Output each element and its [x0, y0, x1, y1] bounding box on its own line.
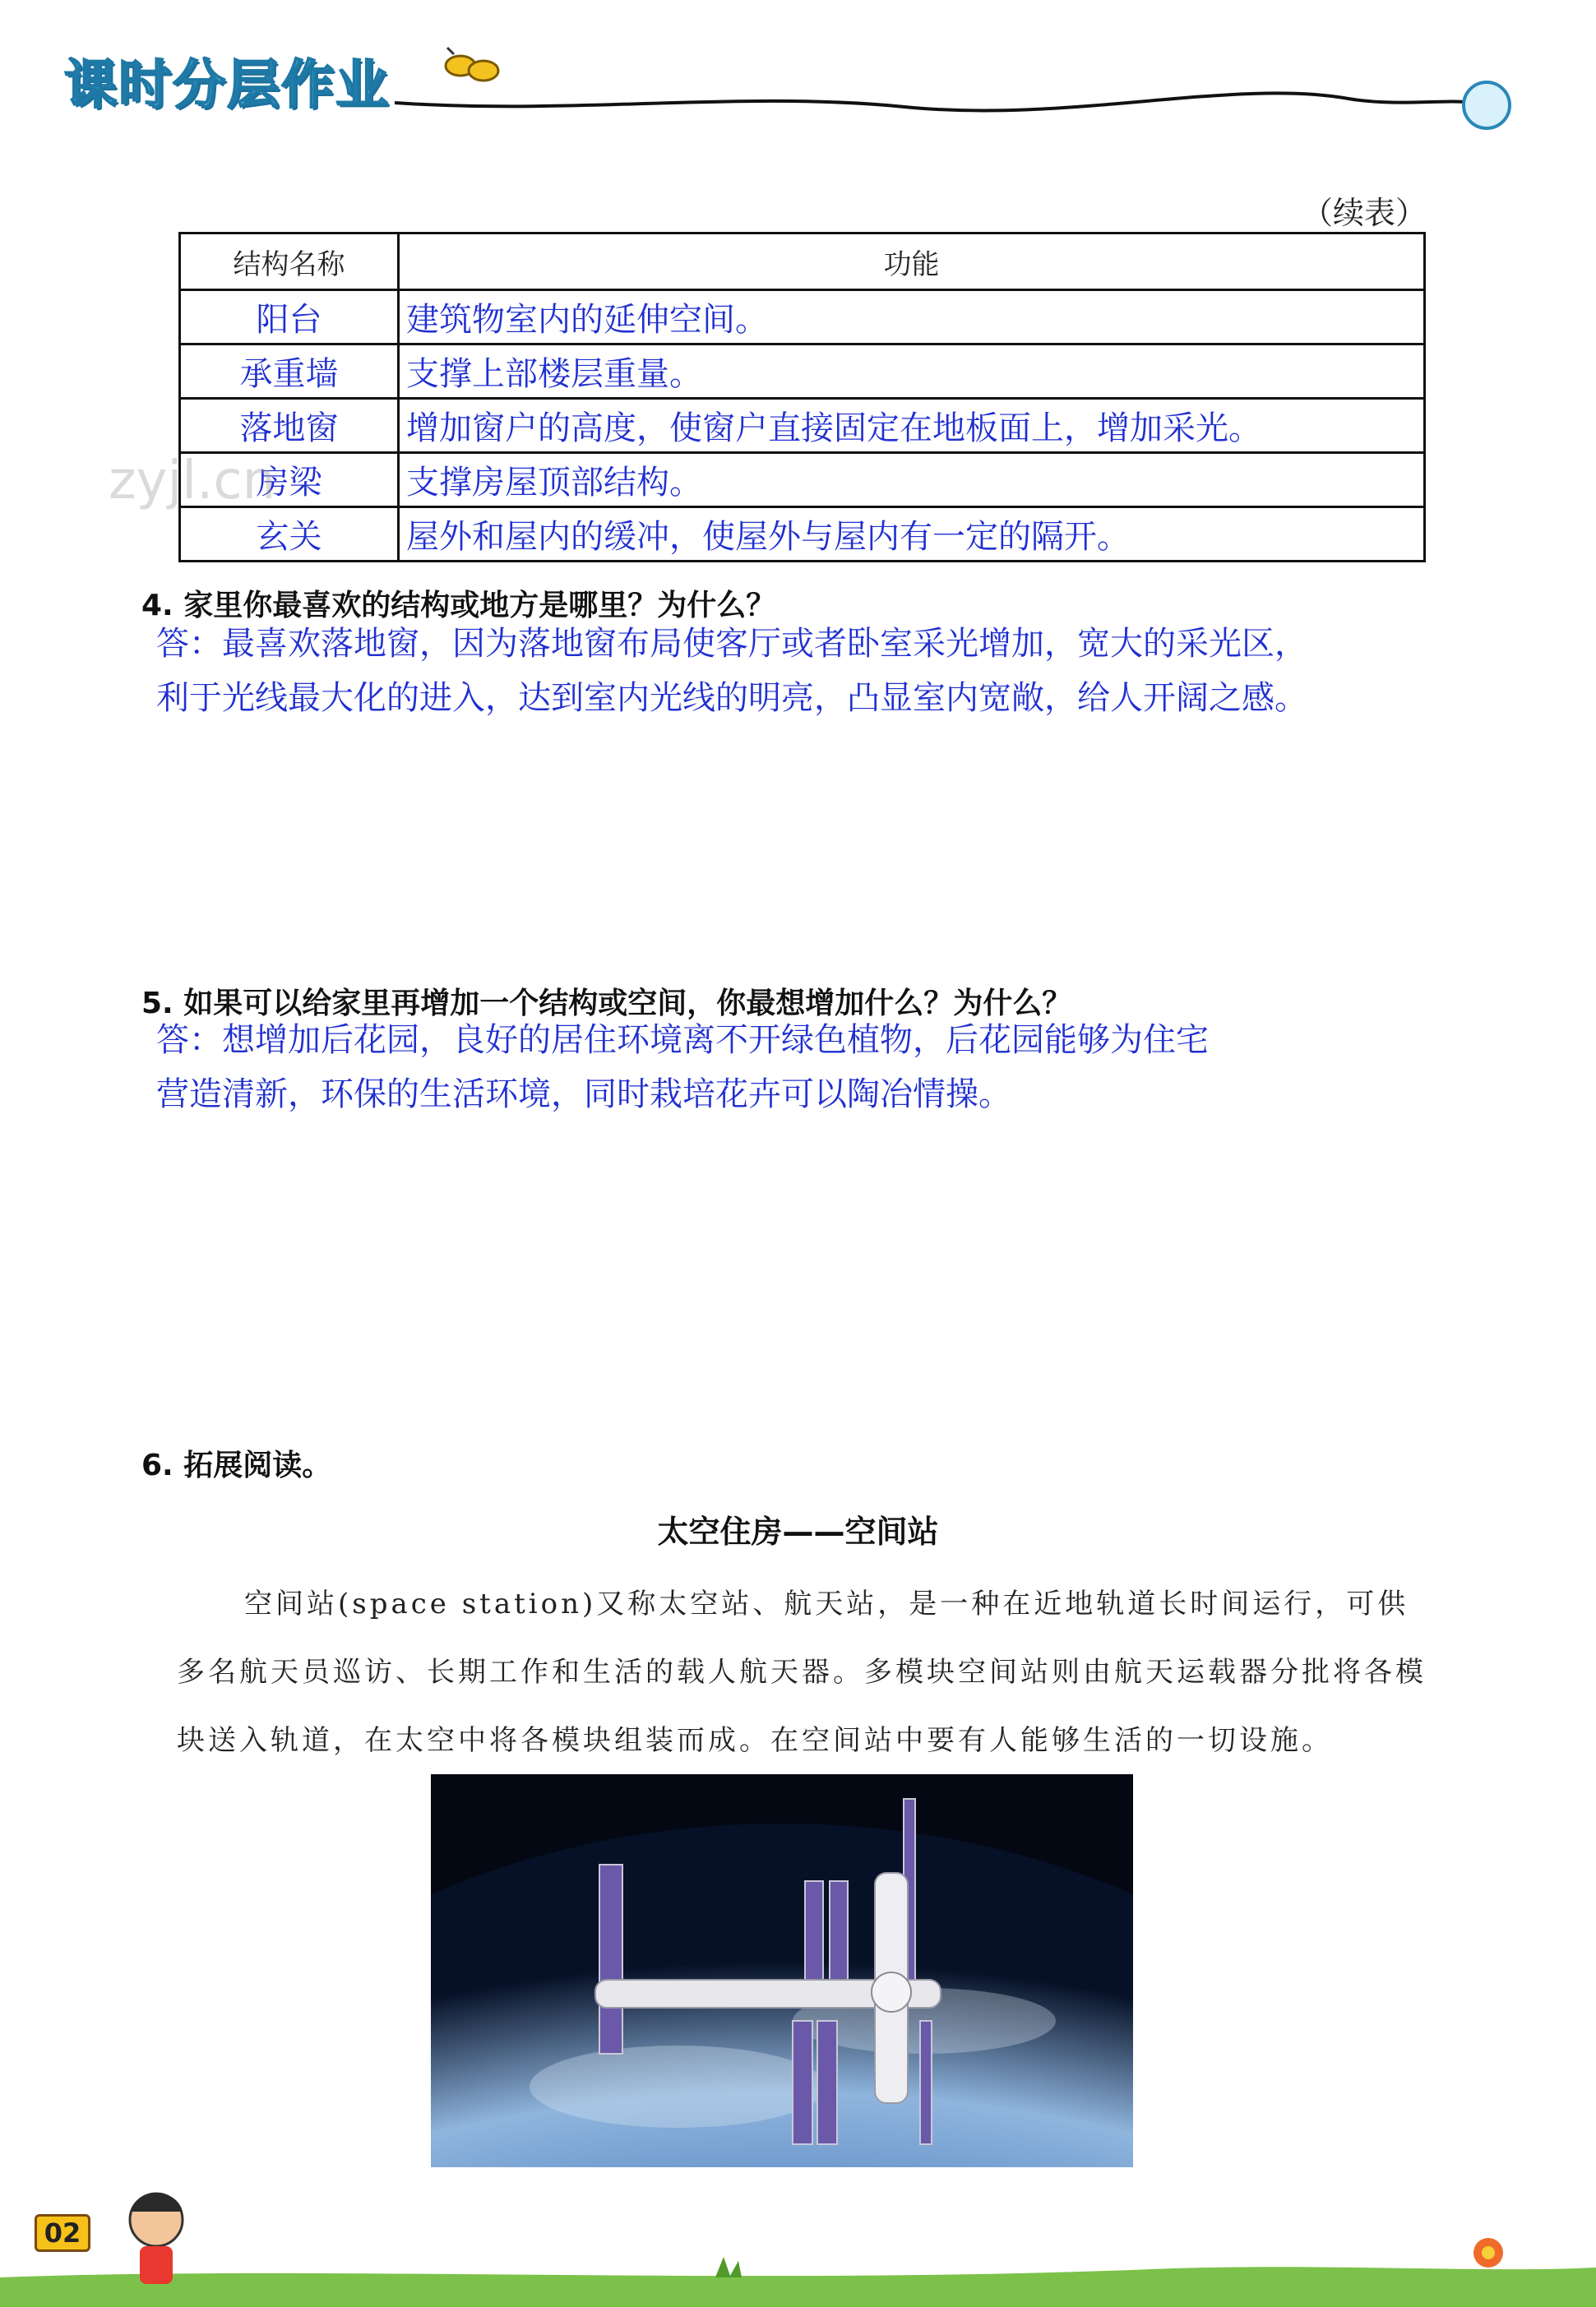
- structure-table: [178, 232, 1426, 562]
- article-title: 太空住房——空间站: [657, 1514, 939, 1550]
- structure-function: 支撑上部楼层重量。: [399, 344, 1425, 399]
- structure-name: 阳台: [180, 290, 399, 344]
- article-body: 空间站(space station)又称太空站、航天站，是一种在近地轨道长时间运行，可供多名航天员巡访、长期工作和生活的载人航天器。多模块空间站则由航天运载器分批将各模块送入轨道，在太空中将各模块组装而成。在空间站中要有人能够生活的一切设施。: [177, 1588, 1427, 1757]
- watermark: zyjl.cn: [109, 451, 276, 511]
- structure-name: 落地窗: [180, 399, 399, 453]
- answer-line: 营造清新，环保的生活环境，同时栽培花卉可以陶冶情操。: [156, 1075, 1011, 1113]
- structure-function: 屋外和屋内的缓冲，使屋外与屋内有一定的隔开。: [399, 507, 1425, 562]
- structure-function: 建筑物室内的延伸空间。: [399, 290, 1425, 344]
- structure-name: 玄关: [180, 507, 399, 562]
- column-header-name: 结构名称: [180, 233, 399, 290]
- answer-line: 答：最喜欢落地窗，因为落地窗布局使客厅或者卧室采光增加，宽大的采光区，: [156, 625, 1307, 663]
- structure-function: 增加窗户的高度，使窗户直接固定在地板面上，增加采光。: [399, 399, 1425, 453]
- butterfly-icon: [446, 48, 498, 81]
- question-5: 5. 如果可以给家里再增加一个结构或空间，你最想增加什么？为什么？: [141, 987, 1072, 1020]
- continued-label: （续表）: [1301, 195, 1427, 231]
- page-number: 02: [35, 2214, 90, 2252]
- table-row: [180, 399, 1425, 453]
- space-station-image: [431, 1774, 1133, 2167]
- footer-decoration: [0, 2171, 1596, 2307]
- table-row: [180, 344, 1425, 399]
- answer-line: 利于光线最大化的进入，达到室内光线的明亮，凸显室内宽敞，给人开阔之感。: [156, 679, 1307, 717]
- question-6: 6. 拓展阅读。: [141, 1449, 332, 1482]
- column-header-function: 功能: [399, 233, 1425, 290]
- answer-line: 答：想增加后花园，良好的居住环境离不开绿色植物，后花园能够为住宅: [156, 1021, 1209, 1059]
- structure-name: 房梁: [180, 453, 399, 507]
- structure-function: 支撑房屋顶部结构。: [399, 453, 1425, 507]
- grass-icon: [715, 2257, 742, 2277]
- structure-name: 承重墙: [180, 344, 399, 399]
- question-4: 4. 家里你最喜欢的结构或地方是哪里？为什么？: [141, 589, 776, 622]
- table-row: [180, 453, 1425, 507]
- answer-5: [156, 1013, 1209, 1121]
- cartoon-boy-icon: [130, 2194, 183, 2285]
- table-row: [180, 290, 1425, 344]
- header-title: 课时分层作业: [64, 55, 390, 116]
- table-row: [180, 507, 1425, 562]
- answer-4: [156, 617, 1307, 725]
- flower-icon: [1473, 2238, 1503, 2268]
